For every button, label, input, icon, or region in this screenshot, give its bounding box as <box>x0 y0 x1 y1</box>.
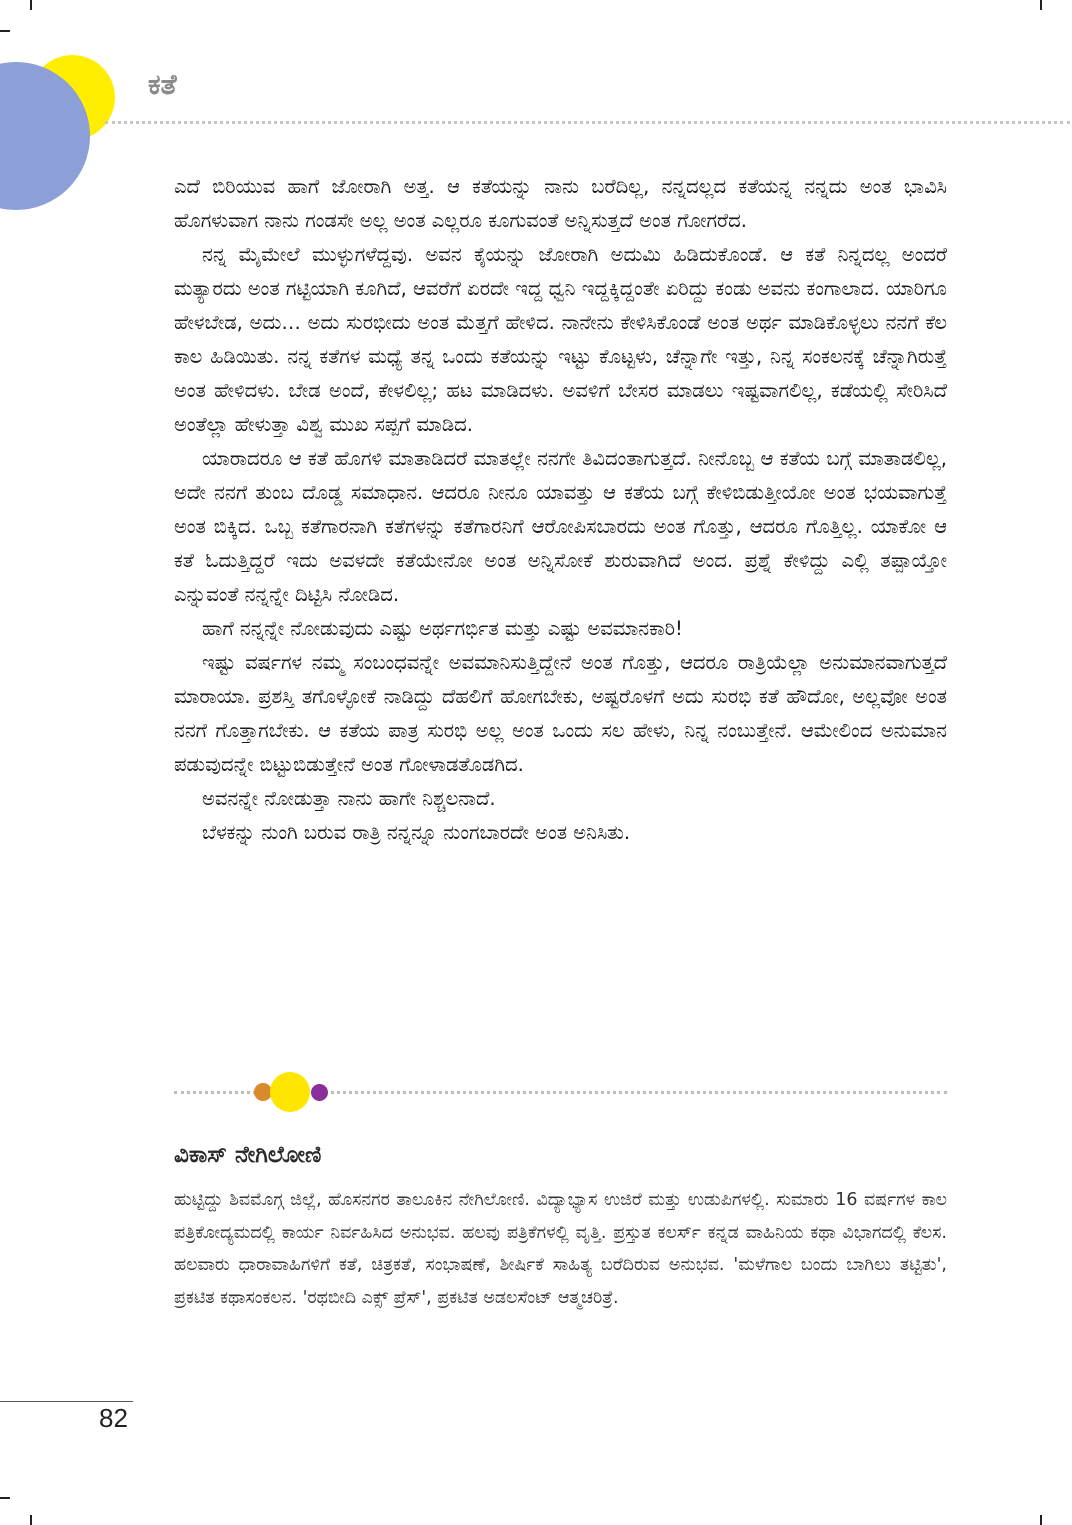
crop-mark-bottom-left-side <box>0 1497 10 1499</box>
author-name: ವಿಕಾಸ್ ನೇಗಿಲೋಣಿ <box>174 1142 322 1168</box>
crop-mark-bottom-right <box>1040 1515 1042 1525</box>
crop-mark-top-left-side <box>0 30 10 32</box>
separator-yellow-dot <box>270 1072 310 1112</box>
crop-mark-top-right <box>1040 0 1042 10</box>
page-number-rule <box>0 1401 133 1402</box>
story-paragraph-1: ಎದೆ ಬಿರಿಯುವ ಹಾಗೆ ಜೋರಾಗಿ ಅತ್ತ. ಆ ಕತೆಯನ್ನು ನಾನು ಬರೆದಿಲ್ಲ, ನನ್ನದಲ್ಲದ ಕತೆಯನ್ನ ನನ್ನದು ಅಂತ ಭಾವಿಸಿ ಹೊಗಳುವಾಗ ನಾನು ಗಂಡಸೇ ಅಲ್ಲ ಅಂತ ಎಲ್ಲರೂ ಕೂಗುವಂತೆ ಅನ್ನಿಸುತ್ತದೆ ಅಂತ ಗೋಗರೆದ. <box>174 175 947 232</box>
section-title: ಕತೆ <box>148 68 177 101</box>
page-number: 82 <box>99 1403 128 1433</box>
story-paragraph-3: ಯಾರಾದರೂ ಆ ಕತೆ ಹೊಗಳಿ ಮಾತಾಡಿದರೆ ಮಾತಲ್ಲೇ ನನಗೇ ತಿವಿದಂತಾಗುತ್ತದೆ. ನೀನೊಬ್ಬ ಆ ಕತೆಯ ಬಗ್ಗೆ ಮಾತಾಡಲಿಲ್ಲ, ಅದೇ ನನಗೆ ತುಂಬ ದೊಡ್ಡ ಸಮಾಧಾನ. ಆದರೂ ನೀನೂ ಯಾವತ್ತು ಆ ಕತೆಯ ಬಗ್ಗೆ ಕೇಳಿಬಿಡುತ್ತೀಯೋ ಅಂತ ಭಯವಾಗುತ್ತೆ ಅಂತ ಬಿಕ್ಕಿದ. ಒಬ್ಬ ಕತೆಗಾರನಾಗಿ ಕತೆಗಳನ್ನು ಕತೆಗಾರನಿಗೆ ಆರೋಪಿಸಬಾರದು ಅಂತ ಗೊತ್ತು, ಆದರೂ ಗೊತ್ತಿಲ್ಲ. ಯಾಕೋ ಆ ಕತೆ ಓದುತ್ತಿದ್ದರೆ ಇದು ಅವಳದೇ ಕತೆಯೇನೋ ಅಂತ ಅನ್ನಿಸೋಕೆ ಶುರುವಾಗಿದೆ ಅಂದ. ಪ್ರಶ್ನೆ ಕೇಳಿದ್ದು ಎಲ್ಲಿ ತಪ್ಪಾಯ್ತೋ ಎನ್ನುವಂತೆ ನನ್ನನ್ನೇ ದಿಟ್ಟಿಸಿ ನೋಡಿದ. <box>174 447 947 606</box>
story-paragraph-2: ನನ್ನ ಮೈಮೇಲೆ ಮುಳ್ಳುಗಳೆದ್ದವು. ಅವನ ಕೈಯನ್ನು ಜೋರಾಗಿ ಅದುಮಿ ಹಿಡಿದುಕೊಂಡೆ. ಆ ಕತೆ ನಿನ್ನದಲ್ಲ ಅಂದರೆ ಮತ್ಯಾರದು ಅಂತ ಗಟ್ಟಿಯಾಗಿ ಕೂಗಿದೆ, ಆವರೆಗೆ ಏರದೇ ಇದ್ದ ಧ್ವನಿ ಇದ್ದಕ್ಕಿದ್ದಂತೇ ಏರಿದ್ದು ಕಂಡು ಅವನು ಕಂಗಾಲಾದ. ಯಾರಿಗೂ ಹೇಳಬೇಡ, ಅದು… ಅದು ಸುರಭೀದು ಅಂತ ಮೆತ್ತಗೆ ಹೇಳಿದ. ನಾನೇನು ಕೇಳಿಸಿಕೊಂಡೆ ಅಂತ ಅರ್ಥ ಮಾಡಿಕೊಳ್ಳಲು ನನಗೆ ಕೆಲ ಕಾಲ ಹಿಡಿಯಿತು. ನನ್ನ ಕತೆಗಳ ಮಧ್ಯೆ ತನ್ನ ಒಂದು ಕತೆಯನ್ನು ಇಟ್ಟು ಕೊಟ್ಟಳು, ಚೆನ್ನಾಗೇ ಇತ್ತು, ನಿನ್ನ ಸಂಕಲನಕ್ಕೆ ಚೆನ್ನಾಗಿರುತ್ತೆ ಅಂತ ಹೇಳಿದಳು. ಬೇಡ ಅಂದೆ, ಕೇಳಲಿಲ್ಲ; ಹಟ ಮಾಡಿದಳು. ಅವಳಿಗೆ ಬೇಸರ ಮಾಡಲು ಇಷ್ಟವಾಗಲಿಲ್ಲ, ಕಡೆಯಲ್ಲಿ ಸೇರಿಸಿದೆ ಅಂತೆಲ್ಲಾ ಹೇಳುತ್ತಾ ವಿಶ್ವ ಮುಖ ಸಪ್ಪಗೆ ಮಾಡಿದ. <box>174 243 947 436</box>
crop-mark-bottom-left <box>30 1515 32 1525</box>
story-paragraph-5: ಇಷ್ಟು ವರ್ಷಗಳ ನಮ್ಮ ಸಂಬಂಧವನ್ನೇ ಅವಮಾನಿಸುತ್ತಿದ್ದೇನೆ ಅಂತ ಗೊತ್ತು, ಆದರೂ ರಾತ್ರಿಯೆಲ್ಲಾ ಅನುಮಾನವಾಗುತ್ತದೆ ಮಾರಾಯಾ. ಪ್ರಶಸ್ತಿ ತಗೊಳ್ಳೋಕೆ ನಾಡಿದ್ದು ದೆಹಲಿಗೆ ಹೋಗಬೇಕು, ಅಷ್ಟರೊಳಗೆ ಅದು ಸುರಭಿ ಕತೆ ಹೌದೋ, ಅಲ್ಲವೋ ಅಂತ ನನಗೆ ಗೊತ್ತಾಗಬೇಕು. ಆ ಕತೆಯ ಪಾತ್ರ ಸುರಭಿ ಅಲ್ಲ ಅಂತ ಒಂದು ಸಲ ಹೇಳು, ನಿನ್ನ ನಂಬುತ್ತೇನೆ. ಆಮೇಲಿಂದ ಅನುಮಾನ ಪಡುವುದನ್ನೇ ಬಿಟ್ಟುಬಿಡುತ್ತೇನೆ ಅಂತ ಗೋಳಾಡತೊಡಗಿದ. <box>174 651 947 776</box>
header-dotted-rule <box>105 121 1070 124</box>
separator-purple-dot <box>311 1084 328 1101</box>
crop-mark-top-left <box>30 0 32 10</box>
story-paragraph-4: ಹಾಗೆ ನನ್ನನ್ನೇ ನೋಡುವುದು ಎಷ್ಟು ಅರ್ಥಗರ್ಭಿತ ಮತ್ತು ಎಷ್ಟು ಅವಮಾನಕಾರಿ! <box>202 617 683 640</box>
story-paragraph-6: ಅವನನ್ನೇ ನೋಡುತ್ತಾ ನಾನು ಹಾಗೇ ನಿಶ್ಚಲನಾದೆ. <box>202 787 496 810</box>
story-paragraph-7: ಬೆಳಕನ್ನು ನುಂಗಿ ಬರುವ ರಾತ್ರಿ ನನ್ನನ್ನೂ ನುಂಗಬಾರದೇ ಅಂತ ಅನಿಸಿತು. <box>202 821 631 844</box>
author-bio: ಹುಟ್ಟಿದ್ದು ಶಿವಮೊಗ್ಗ ಜಿಲ್ಲೆ, ಹೊಸನಗರ ತಾಲೂಕಿನ ನೇಗಿಲೋಣಿ. ವಿದ್ಯಾಭ್ಯಾಸ ಉಜಿರೆ ಮತ್ತು ಉಡುಪಿಗಳಲ್ಲಿ. ಸುಮಾರು 16 ವರ್ಷಗಳ ಕಾಲ ಪತ್ರಿಕೋದ್ಯಮದಲ್ಲಿ ಕಾರ್ಯ ನಿರ್ವಹಿಸಿದ ಅನುಭವ. ಹಲವು ಪತ್ರಿಕೆಗಳಲ್ಲಿ ವೃತ್ತಿ. ಪ್ರಸ್ತುತ ಕಲರ್ಸ್ ಕನ್ನಡ ವಾಹಿನಿಯ ಕಥಾ ವಿಭಾಗದಲ್ಲಿ ಕೆಲಸ. ಹಲವಾರು ಧಾರಾವಾಹಿಗಳಿಗೆ ಕತೆ, ಚಿತ್ರಕತೆ, ಸಂಭಾಷಣೆ, ಶೀರ್ಷಿಕೆ ಸಾಹಿತ್ಯ ಬರೆದಿರುವ ಅನುಭವ. 'ಮಳೆಗಾಲ ಬಂದು ಬಾಗಿಲು ತಟ್ಟಿತು', ಪ್ರಕಟಿತ ಕಥಾಸಂಕಲನ. 'ರಥಬೀದಿ ಎಕ್ಸ್ ಪ್ರೆಸ್', ಪ್ರಕಟಿತ ಅಡಲಸೆಂಟ್ ಆತ್ಮಚರಿತ್ರೆ. <box>174 1190 947 1308</box>
story-body <box>174 170 947 850</box>
